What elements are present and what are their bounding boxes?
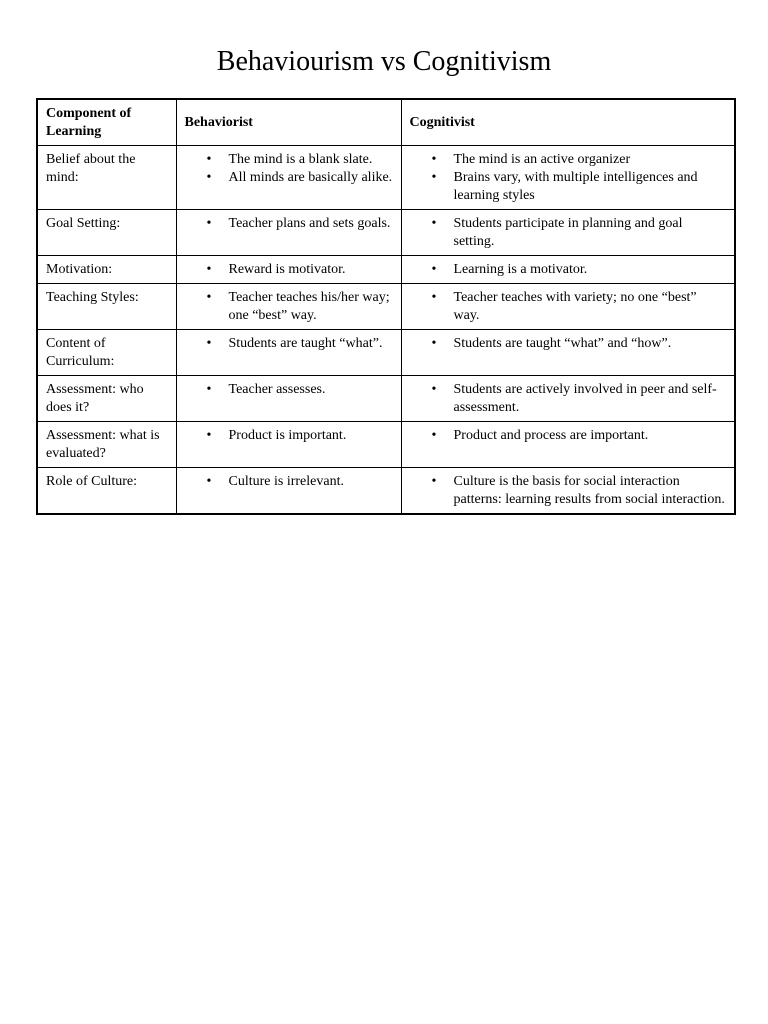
cognitivist-bullet-list <box>410 427 727 445</box>
bullet-item: • Students are actively involved in peer and self-assessment. <box>454 381 727 417</box>
cognitivist-cell <box>401 284 735 330</box>
table-row <box>37 210 735 256</box>
cognitivist-bullet-list <box>410 215 727 251</box>
cognitivist-cell <box>401 146 735 210</box>
table-row <box>37 256 735 284</box>
behaviorist-bullet-list <box>185 427 393 445</box>
behaviorist-cell <box>176 284 401 330</box>
component-cell: Motivation: <box>37 256 176 284</box>
table-row <box>37 330 735 376</box>
bullet-item: • Students are taught “what” and “how”. <box>454 335 727 353</box>
bullet-item: • The mind is an active organizer <box>454 151 727 169</box>
bullet-item: • Learning is a motivator. <box>454 261 727 279</box>
behaviorist-cell <box>176 210 401 256</box>
header-row <box>37 99 735 146</box>
behaviorist-cell <box>176 256 401 284</box>
cognitivist-bullet-list <box>410 473 727 509</box>
table-row <box>37 468 735 515</box>
table-row <box>37 284 735 330</box>
component-cell: Belief about the mind: <box>37 146 176 210</box>
bullet-item: • Students participate in planning and goal setting. <box>454 215 727 251</box>
table-row <box>37 422 735 468</box>
behaviorist-cell <box>176 422 401 468</box>
behaviorist-cell <box>176 146 401 210</box>
table-header <box>37 99 735 146</box>
bullet-item: • Brains vary, with multiple intelligences and learning styles <box>454 169 727 205</box>
behaviorist-bullet-list <box>185 473 393 491</box>
component-cell: Role of Culture: <box>37 468 176 515</box>
behaviorist-cell <box>176 376 401 422</box>
bullet-item: • Product and process are important. <box>454 427 727 445</box>
component-cell: Goal Setting: <box>37 210 176 256</box>
behaviorist-bullet-list <box>185 151 393 187</box>
header-component: Component of Learning <box>37 99 176 146</box>
component-cell: Assessment: who does it? <box>37 376 176 422</box>
cognitivist-bullet-list <box>410 261 727 279</box>
comparison-table <box>36 98 736 515</box>
bullet-item: • Teacher assesses. <box>229 381 393 399</box>
bullet-item: • Culture is the basis for social interaction patterns: learning results from social interaction. <box>454 473 727 509</box>
bullet-item: • Culture is irrelevant. <box>229 473 393 491</box>
header-cognitivist: Cognitivist <box>401 99 735 146</box>
cognitivist-cell <box>401 210 735 256</box>
behaviorist-bullet-list <box>185 289 393 325</box>
cognitivist-cell <box>401 330 735 376</box>
bullet-item: • Students are taught “what”. <box>229 335 393 353</box>
behaviorist-bullet-list <box>185 381 393 399</box>
behaviorist-cell <box>176 330 401 376</box>
behaviorist-bullet-list <box>185 261 393 279</box>
table-row <box>37 146 735 210</box>
component-cell: Assessment: what is evaluated? <box>37 422 176 468</box>
header-behaviorist: Behaviorist <box>176 99 401 146</box>
cognitivist-cell <box>401 422 735 468</box>
cognitivist-cell <box>401 256 735 284</box>
cognitivist-bullet-list <box>410 289 727 325</box>
bullet-item: • Teacher teaches with variety; no one “best” way. <box>454 289 727 325</box>
behaviorist-bullet-list <box>185 215 393 233</box>
cognitivist-cell <box>401 468 735 515</box>
table-body <box>37 146 735 515</box>
bullet-item: • Teacher teaches his/her way; one “best” way. <box>229 289 393 325</box>
cognitivist-bullet-list <box>410 151 727 205</box>
component-cell: Teaching Styles: <box>37 284 176 330</box>
table-row <box>37 376 735 422</box>
behaviorist-bullet-list <box>185 335 393 353</box>
page-title: Behaviourism vs Cognitivism <box>216 46 552 77</box>
cognitivist-bullet-list <box>410 335 727 353</box>
component-cell: Content of Curriculum: <box>37 330 176 376</box>
bullet-item: • Reward is motivator. <box>229 261 393 279</box>
behaviorist-cell <box>176 468 401 515</box>
bullet-item: • Product is important. <box>229 427 393 445</box>
bullet-item: • The mind is a blank slate. <box>229 151 393 169</box>
cognitivist-bullet-list <box>410 381 727 417</box>
bullet-item: • All minds are basically alike. <box>229 169 393 187</box>
cognitivist-cell <box>401 376 735 422</box>
bullet-item: • Teacher plans and sets goals. <box>229 215 393 233</box>
